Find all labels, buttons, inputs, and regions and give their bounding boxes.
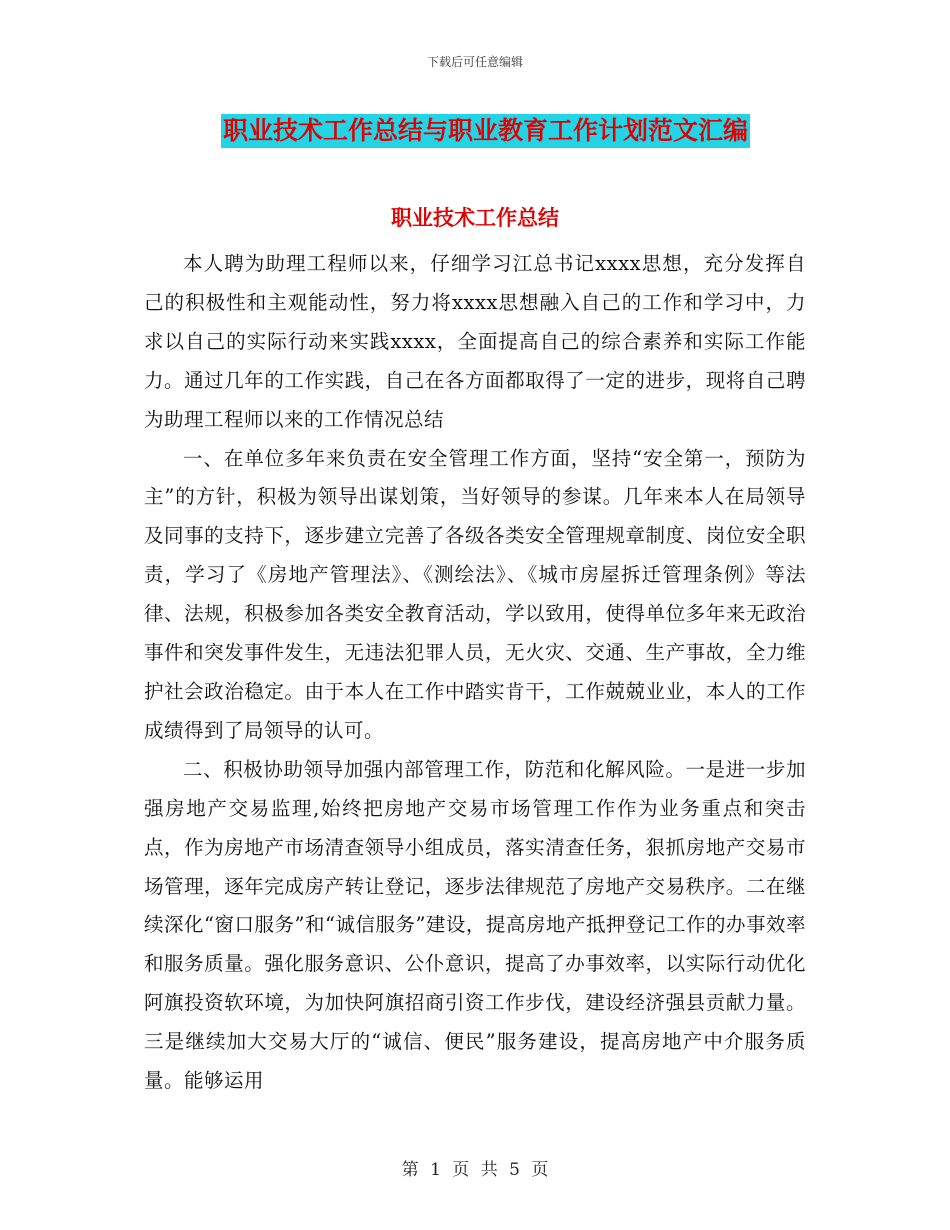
document-body [144, 245, 806, 1101]
paragraph-safety-management: 一、在单位多年来负责在安全管理工作方面，坚持“安全第一，预防为主”的方针，积极为领导出谋划策，当好领导的参谋。几年来本人在局领导及同事的支持下，逐步建立完善了各级各类安全管理规章制度、岗位安全职责，学习了《房地产管理法》、《测绘法》、《城市房屋拆迁管理条例》等法律、法规，积极参加各类安全教育活动，学以致用，使得单位多年来无政治事件和突发事件发生，无违法犯罪人员，无火灾、交通、生产事故，全力维护社会政治稳定。由于本人在工作中踏实肯干，工作兢兢业业，本人的工作成绩得到了局领导的认可。 [144, 446, 806, 742]
section-title: 职业技术工作总结 [391, 206, 559, 230]
page-number: 第 1 页 共 5 页 [401, 1160, 549, 1180]
document-title: 职业技术工作总结与职业教育工作计划范文汇编 [221, 114, 750, 148]
page-header-note: 下载后可任意编辑 [426, 55, 523, 69]
paragraph-intro: 本人聘为助理工程师以来，仔细学习江总书记xxxx思想，充分发挥自己的积极性和主观能动性，努力将xxxx思想融入自己的工作和学习中，力求以自己的实际行动来实践xxxx，全面提高自己的综合素养和实际工作能力。通过几年的工作实践，自己在各方面都取得了一定的进步，现将自己聘为助理工程师以来的工作情况总结 [144, 252, 806, 431]
paragraph-internal-management: 二、积极协助领导加强内部管理工作，防范和化解风险。一是进一步加强房地产交易监理,始终把房地产交易市场管理工作作为业务重点和突击点，作为房地产市场清查领导小组成员，落实清查任务，狠抓房地产交易市场管理，逐年完成房产转让登记，逐步法律规范了房地产交易秩序。二在继续深化“窗口服务”和“诚信服务”建设，提高房地产抵押登记工作的办事效率和服务质量。强化服务意识、公仆意识，提高了办事效率，以实际行动优化阿旗投资软环境，为加快阿旗招商引资工作步伐，建设经济强县贡献力量。三是继续加大交易大厅的“诚信、便民”服务建设，提高房地产中介服务质量。能够运用 [144, 757, 806, 1093]
